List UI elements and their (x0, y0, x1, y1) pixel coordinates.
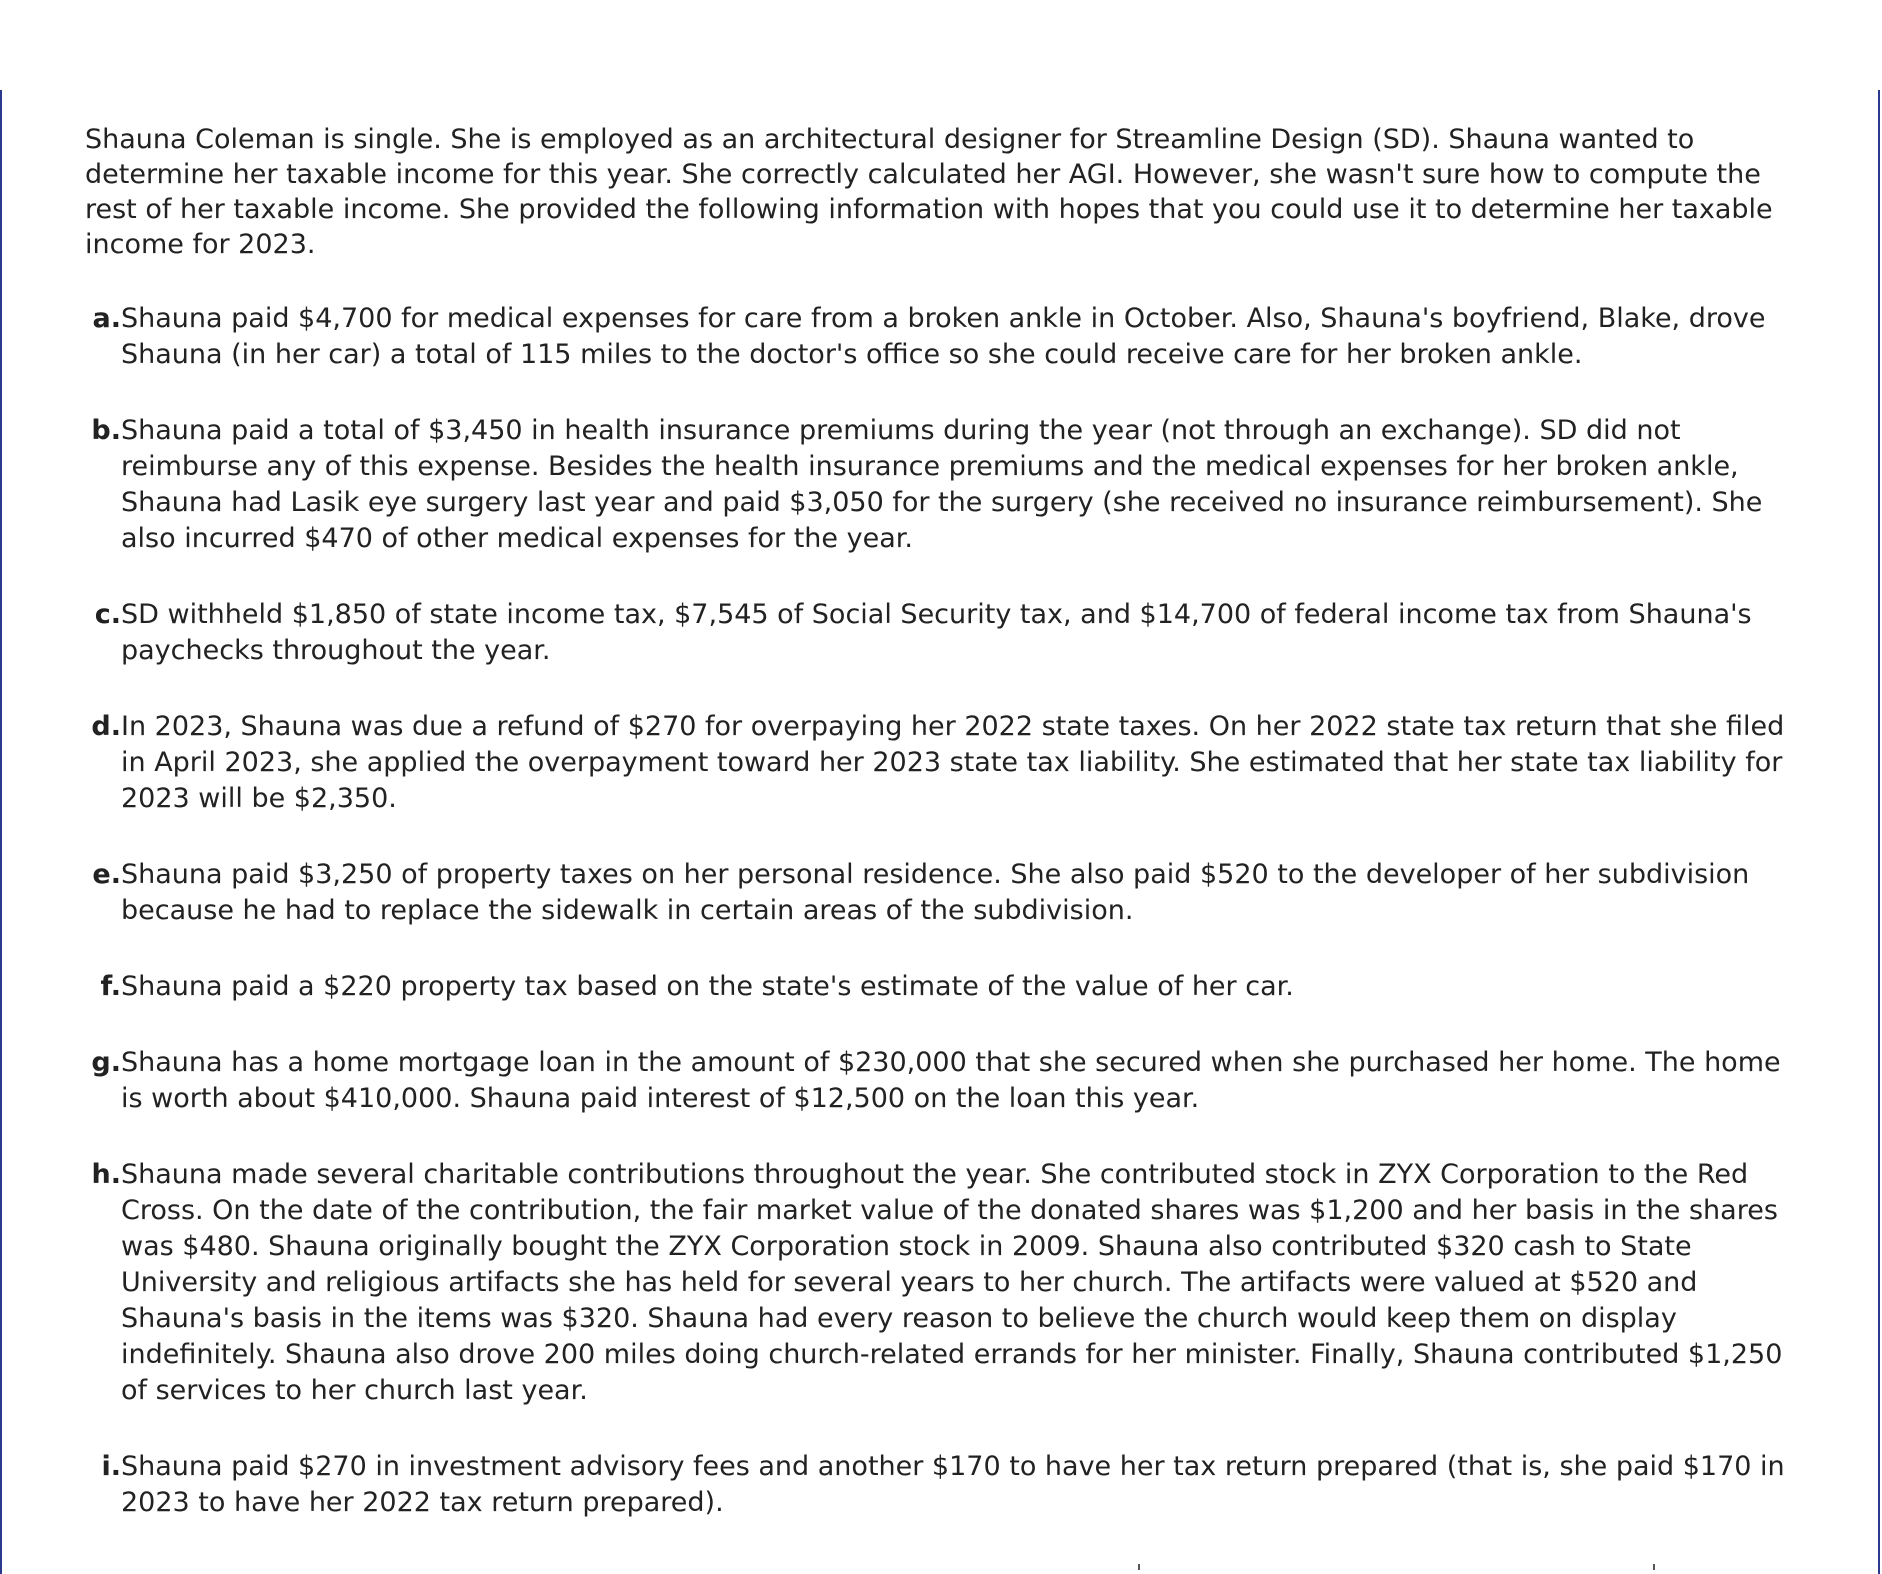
item-letter: e. (92, 859, 121, 890)
item-letter: i. (101, 1451, 121, 1482)
item-text: SD withheld $1,850 of state income tax, $7,545 of Social Security tax, and $14,700 of federal income tax from Shauna's paychecks throughout the year. (121, 599, 1752, 666)
facts-list (85, 301, 1785, 1521)
item-text: In 2023, Shauna was due a refund of $270 for overpaying her 2022 state taxes. On her 2022 state tax return that she filed in April 2023, she applied the overpayment toward her 2023 state tax liability. She estimated that her state tax liability for 2023 will be $2,350. (121, 711, 1785, 814)
item-letter: f. (100, 971, 121, 1002)
item-text: Shauna paid a total of $3,450 in health insurance premiums during the year (not through an exchange). SD did not reimburse any of this expense. Besides the health insurance premiums and the medical expenses for her broken ankle, Shauna had Lasik eye surgery last year and paid $3,050 for the surgery (she received no insurance reimbursement). She also incurred $470 of other medical expenses for the year. (121, 415, 1763, 554)
item-text: Shauna paid $3,250 of property taxes on her personal residence. She also paid $520 to the developer of her subdivision because he had to replace the sidewalk in certain areas of the subdivision. (121, 859, 1750, 926)
list-item-c (85, 597, 1785, 669)
item-letter: c. (94, 599, 121, 630)
tick-mark (1138, 1564, 1140, 1570)
item-letter: d. (91, 711, 121, 742)
list-item-h (85, 1157, 1785, 1409)
item-letter: h. (91, 1159, 121, 1190)
list-item-e (85, 857, 1785, 929)
item-text: Shauna made several charitable contributions throughout the year. She contributed stock in ZYX Corporation to the Red Cross. On the date of the contribution, the fair market value of the donated shares was $1,200 and her basis in the shares was $480. Shauna originally bought the ZYX Corporation stock in 2009. Shauna also contributed $320 cash to State University and religious artifacts she has held for several years to her church. The artifacts were valued at $520 and Shauna's basis in the items was $320. Shauna had every reason to believe the church would keep them on display indefinitely. Shauna also drove 200 miles doing church-related errands for her minister. Finally, Shauna contributed $1,250 of services to her church last year. (121, 1159, 1783, 1406)
item-letter: g. (91, 1047, 121, 1078)
list-item-d (85, 709, 1785, 817)
list-item-g (85, 1045, 1785, 1117)
item-letter: b. (91, 415, 121, 446)
bottom-edge-marks (0, 1560, 1882, 1574)
item-text: Shauna has a home mortgage loan in the amount of $230,000 that she secured when she purchased her home. The home is worth about $410,000. Shauna paid interest of $12,500 on the loan this year. (121, 1047, 1781, 1114)
list-item-f (85, 969, 1785, 1005)
list-item-b (85, 413, 1785, 557)
list-item-i (85, 1449, 1785, 1521)
problem-content (85, 122, 1785, 1561)
list-item-a (85, 301, 1785, 373)
item-letter: a. (92, 303, 121, 334)
item-text: Shauna paid $270 in investment advisory fees and another $170 to have her tax return prepared (that is, she paid $170 in 2023 to have her 2022 tax return prepared). (121, 1451, 1785, 1518)
item-text: Shauna paid a $220 property tax based on the state's estimate of the value of her car. (121, 971, 1294, 1002)
tick-mark (1653, 1564, 1655, 1570)
intro-paragraph: Shauna Coleman is single. She is employed as an architectural designer for Streamline Design (SD). Shauna wanted to determine her taxable income for this year. She correctly calculated her AGI. However, she wasn't sure how to compute the rest of her taxable income. She provided the following information with hopes that you could use it to determine her taxable income for 2023. (85, 124, 1773, 260)
item-text: Shauna paid $4,700 for medical expenses for care from a broken ankle in October. Also, Shauna's boyfriend, Blake, drove Shauna (in her car) a total of 115 miles to the doctor's office so she could receive care for her broken ankle. (121, 303, 1766, 370)
